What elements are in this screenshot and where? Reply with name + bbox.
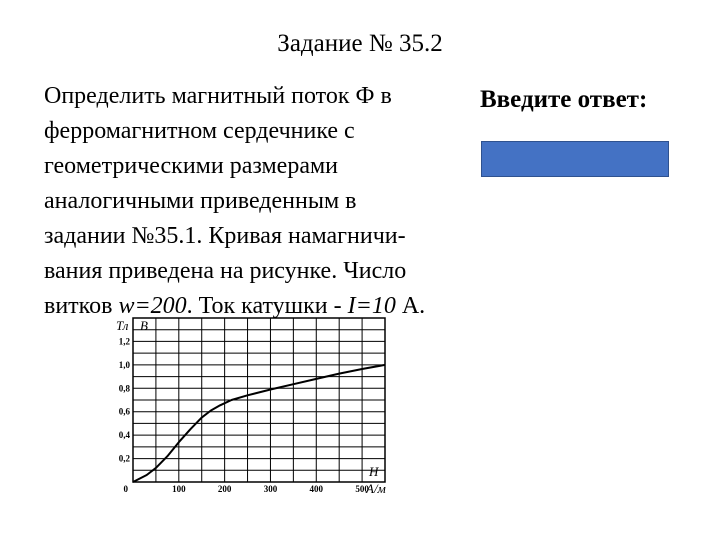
task-line: геометрическими размерами — [44, 153, 339, 179]
y-axis-unit: Тл — [116, 318, 129, 333]
y-tick-label: 1,2 — [118, 336, 130, 347]
current-value: I=10 — [347, 293, 396, 319]
task-line: задании №35.1. Кривая намагничи- — [44, 223, 406, 249]
y-tick-label: 0,6 — [118, 406, 130, 417]
y-tick-label: 1,0 — [118, 359, 130, 370]
x-tick-label: 500 — [355, 484, 369, 494]
y-tick-label: 0,2 — [118, 453, 130, 464]
text-fragment: витков — [44, 293, 119, 319]
y-tick-label: 0,4 — [118, 430, 130, 441]
answer-label: Введите ответ: — [480, 86, 648, 113]
task-line: Определить магнитный поток Ф в — [44, 83, 392, 109]
text-fragment: . Ток катушки - — [186, 293, 348, 319]
x-tick-label: 100 — [172, 484, 186, 494]
y-axis-label: B — [140, 318, 148, 333]
task-line: ферромагнитном сердечнике с — [44, 118, 355, 144]
x-tick-label: 300 — [263, 484, 278, 494]
task-line: аналогичными приведенным в — [44, 188, 357, 214]
x-axis-label: H — [369, 464, 379, 479]
x-tick-label: 400 — [309, 484, 324, 494]
x-axis-unit: А/м — [366, 481, 386, 496]
y-tick-label: 0,8 — [118, 383, 130, 394]
turns-value: w=200 — [118, 293, 187, 319]
task-line: вания приведена на рисунке. Число — [44, 258, 407, 284]
x-tick-label: 200 — [217, 484, 232, 494]
origin-label: 0 — [123, 484, 128, 494]
text-fragment: А. — [395, 293, 426, 319]
slide-title: Задание № 35.2 — [277, 30, 443, 57]
